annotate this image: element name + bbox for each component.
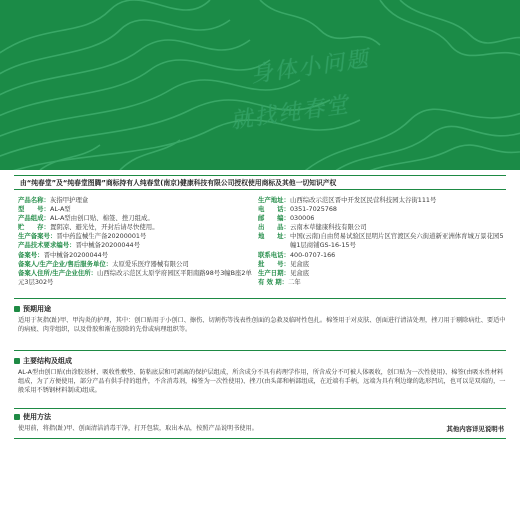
authorization-statement: 由“纯春堂”及“纯春堂图腾”商标持有人纯春堂(南京)健康科技有限公司授权使用商标及其他一切知识产权 (14, 175, 506, 190)
info-key: 有 效 期： (258, 277, 289, 286)
slogan-line-1: 身体小问题 (249, 46, 372, 89)
section-title-text: 使用方法 (23, 413, 51, 421)
info-value: 030006 (289, 214, 315, 223)
section-body: AL-A型由创口贴(由涂胶基材、吸收性敷垫、防粘底层和可剥离的保护层组成，所含成分不具有药理学作用，所含成分不可被人体吸收，创口贴为一次性使用)、棉签(由吸水性材料组成，为了方便使用，部分产品有供手持的组件，不含消毒剂，棉签为一次性使用)、挫刀(由头部和柄部组成，在近端有手柄，远端为具有利边缘的匙形凹坑，也可以是双端的，一般采用不锈钢材料制成)组成。 (18, 369, 506, 394)
info-key: 产品技术要求编号： (18, 241, 76, 250)
info-row-composition (18, 214, 254, 223)
info-row-storage (18, 223, 254, 232)
section-structure (14, 356, 506, 395)
info-value: 晋中药监械生产备20200001号 (56, 232, 147, 241)
divider-line (14, 408, 506, 409)
section-usage (14, 412, 506, 433)
info-row-contact-phone (258, 251, 506, 260)
info-row-name (18, 196, 254, 205)
section-body: 使用前，将指(趾)甲、创面清洁消毒干净，打开包装，取出本品，按照产品说明书使用。 (18, 425, 258, 432)
info-key: 地 址： (258, 232, 290, 241)
info-value: 中国(云南)自由贸易试验区昆明片区官渡区矣六街道新亚洲体育城万景花园5幢1层商铺GS-16-15号 (289, 232, 504, 250)
info-row-batch (258, 260, 506, 269)
section-title-text: 预期用途 (23, 305, 51, 313)
info-value: 灰指甲护理盒 (49, 196, 89, 204)
info-value: 云南本草健康科技有限公司 (289, 223, 367, 232)
info-key: 批 号： (258, 259, 290, 268)
info-value: 山西综改示范区晋中开发区民营科技园太谷街111号 (289, 196, 437, 204)
info-key: 生产备案号： (18, 232, 57, 241)
section-body: 适用于灰指(趾)甲、甲沟炎的护理，其中：创口贴用于小创口、擦伤、切割伤等浅表性创面的急救及临时性包扎。棉签用于对皮肤、创面进行清洁处理，挫刀用于剔除病灶、要适中的病疲、肉芽组织，以及骨胶和渐在胶除的先骨或病理组织等。 (18, 317, 506, 333)
info-value: 置阴凉、避光处，开封后请尽快使用。 (49, 223, 159, 232)
section-intended-use (14, 304, 506, 334)
product-info-left (18, 196, 254, 287)
section-title (14, 356, 506, 366)
product-info-right (258, 196, 506, 287)
bullet-icon (14, 414, 20, 420)
info-value: 晋中械备20200044号 (75, 241, 140, 250)
info-row-model (18, 205, 254, 214)
info-key: 生产地址： (258, 196, 290, 204)
info-row-producer (258, 223, 506, 232)
info-row-postcode (258, 214, 506, 223)
info-value: 晋中械备20200044号 (43, 250, 109, 259)
divider-line (14, 438, 506, 439)
info-value: 太原爱乐医疗器械有限公司 (112, 259, 189, 268)
info-row-address (258, 232, 506, 250)
info-key: 电 话： (258, 205, 290, 214)
bullet-icon (14, 358, 20, 364)
see-manual-note: 其他内容详见说明书 (446, 425, 504, 433)
info-key: 出 品： (258, 223, 290, 232)
info-row-filer (18, 260, 254, 269)
info-value: 见盒底 (289, 268, 310, 277)
info-key: 贮 存： (18, 223, 50, 232)
info-key: 邮 编： (258, 214, 290, 223)
section-title-text: 主要结构及组成 (23, 357, 72, 365)
info-row-filing-number (18, 251, 254, 260)
section-title (14, 412, 506, 422)
info-row-production-date (258, 269, 506, 278)
info-row-expiry (258, 278, 506, 287)
info-value: 二年 (288, 277, 301, 286)
divider-line (14, 350, 506, 351)
info-value: 400-0707-166 (289, 250, 336, 259)
info-key: 产品组成： (18, 214, 50, 223)
divider-line (14, 298, 506, 299)
info-key: 联系电话： (258, 250, 290, 259)
info-value: AL-A型 (49, 205, 71, 214)
info-key: 产品名称： (18, 196, 50, 204)
info-key: 生产日期： (258, 268, 290, 277)
info-key: 备案人住所/生产企业住所： (18, 268, 98, 277)
info-row-production-address (258, 196, 506, 205)
info-key: 备案人/生产企业/售后服务单位： (18, 259, 113, 268)
info-value: 见盒底 (289, 259, 310, 268)
info-row-phone (258, 205, 506, 214)
info-key: 型 号： (18, 205, 50, 214)
section-title (14, 304, 506, 314)
hero-banner (0, 0, 520, 170)
info-key: 备案号： (18, 250, 44, 259)
slogan-line-2: 就找纯春堂 (229, 92, 352, 135)
bullet-icon (14, 306, 20, 312)
info-row-filer-address (18, 269, 254, 287)
info-value: 山西综改示范区太原学府园区平阳南路98号3幢B座2单元3层302号 (18, 268, 252, 286)
info-row-tech-requirement (18, 241, 254, 250)
info-value: 0351-7025768 (289, 205, 337, 214)
info-value: AL-A型由创口贴、棉签、挫刀组成。 (49, 214, 154, 223)
